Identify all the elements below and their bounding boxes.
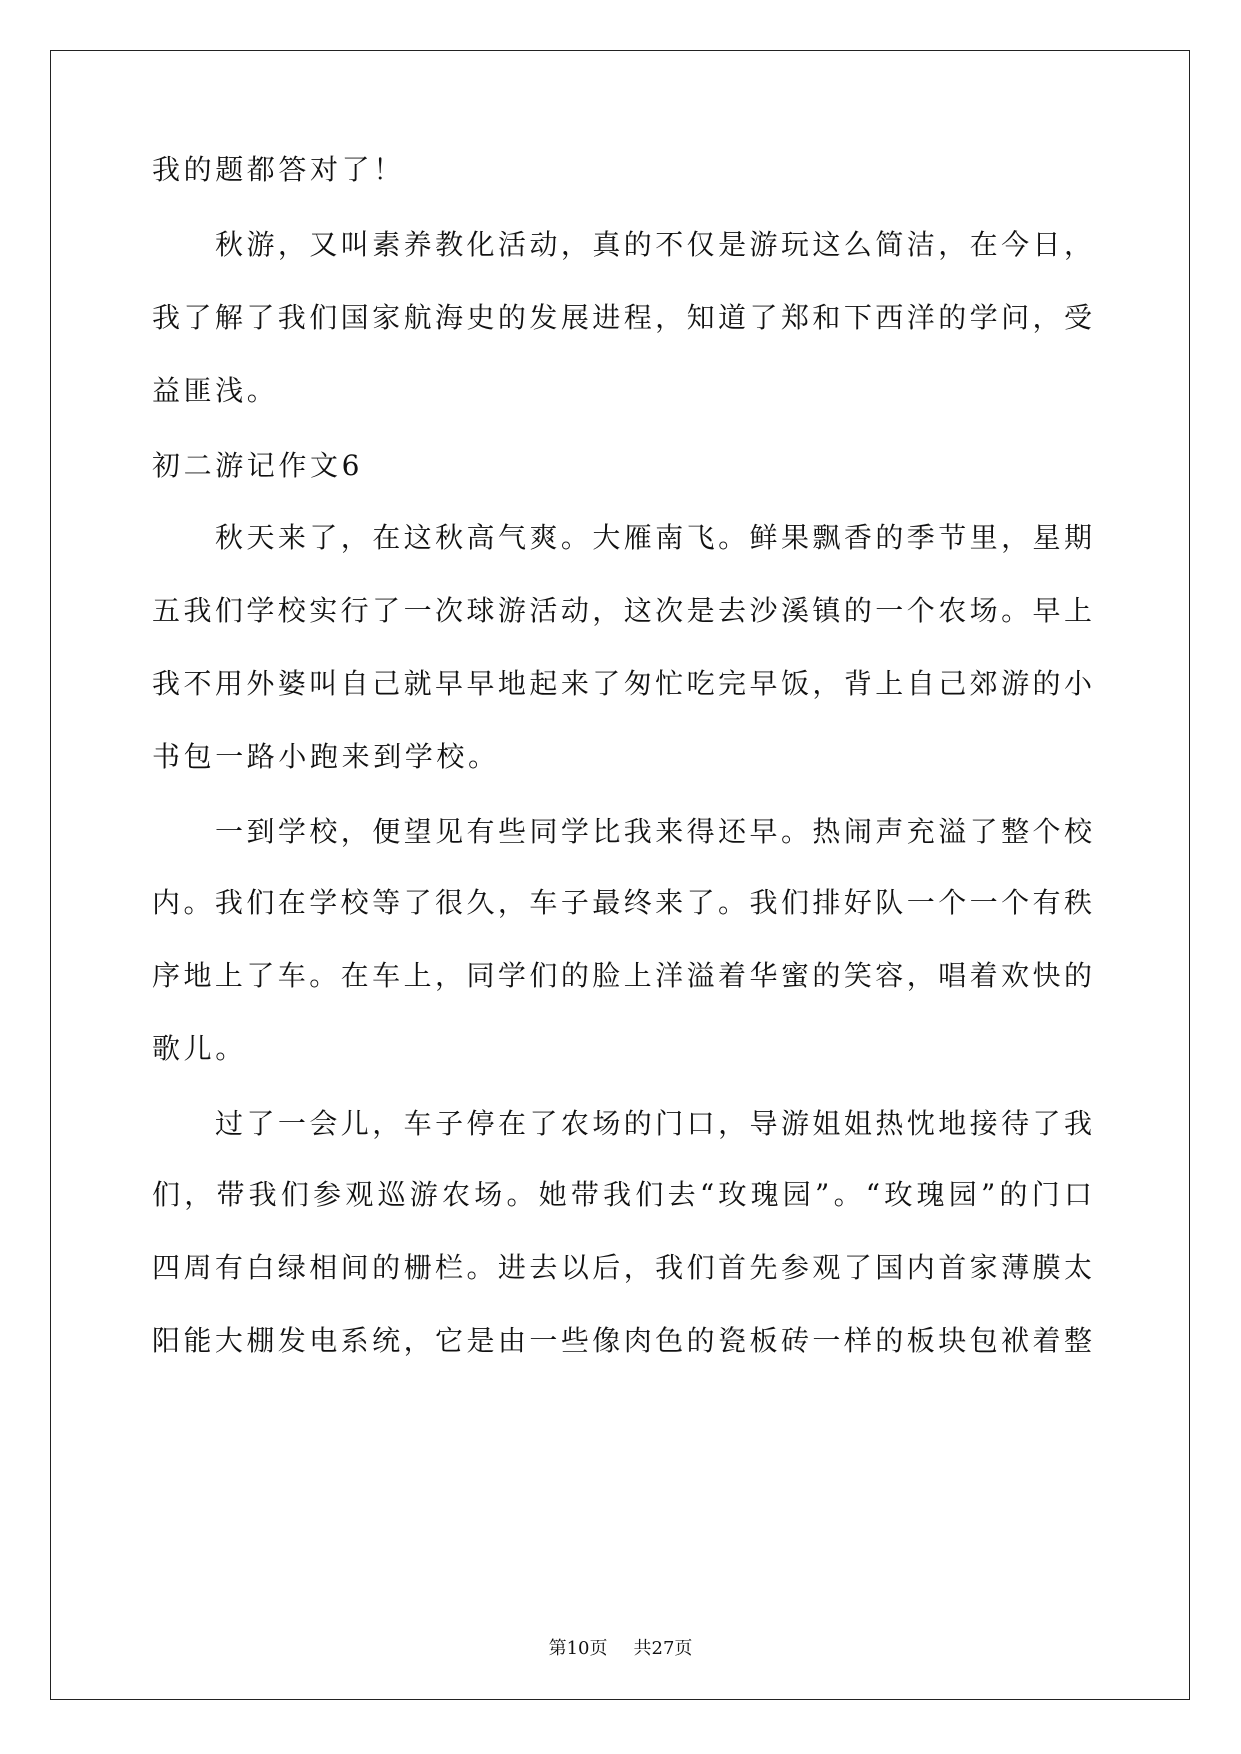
text-line: 我了解了我们国家航海史的发展进程，知道了郑和下西洋的学问，受 [152, 301, 1092, 334]
page-number: 第10页 [548, 1638, 608, 1659]
text-line: 们，带我们参观巡游农场。她带我们去“玫瑰园”。“玫瑰园”的门口 [152, 1178, 1092, 1211]
text-line: 五我们学校实行了一次球游活动，这次是去沙溪镇的一个农场。早上 [152, 594, 1092, 627]
paragraph-first-line: 秋游，又叫素养教化活动，真的不仅是游玩这么简洁，在今日， [215, 228, 1092, 261]
text-line: 我的题都答对了！ [152, 153, 405, 186]
text-line: 书包一路小跑来到学校。 [152, 740, 500, 773]
paragraph-first-line: 秋天来了，在这秋高气爽。大雁南飞。鲜果飘香的季节里，星期 [215, 521, 1092, 554]
page-total: 共27页 [633, 1638, 693, 1659]
text-line: 益匪浅。 [152, 374, 279, 407]
text-line: 阳能大棚发电系统，它是由一些像肉色的瓷板砖一样的板块包袱着整 [152, 1324, 1092, 1357]
text-line: 我不用外婆叫自己就早早地起来了匆忙吃完早饭，背上自己郊游的小 [152, 667, 1092, 700]
text-line: 歌儿。 [152, 1032, 247, 1065]
paragraph-first-line: 一到学校，便望见有些同学比我来得还早。热闹声充溢了整个校 [215, 815, 1092, 848]
text-line: 序地上了车。在车上，同学们的脸上洋溢着华蜜的笑容，唱着欢快的 [152, 959, 1092, 992]
paragraph-first-line: 过了一会儿，车子停在了农场的门口，导游姐姐热忱地接待了我 [215, 1107, 1092, 1140]
section-heading: 初二游记作文6 [152, 449, 364, 482]
page-footer [0, 1637, 1241, 1661]
text-line: 内。我们在学校等了很久，车子最终来了。我们排好队一个一个有秩 [152, 886, 1092, 919]
text-line: 四周有白绿相间的栅栏。进去以后，我们首先参观了国内首家薄膜太 [152, 1251, 1092, 1284]
